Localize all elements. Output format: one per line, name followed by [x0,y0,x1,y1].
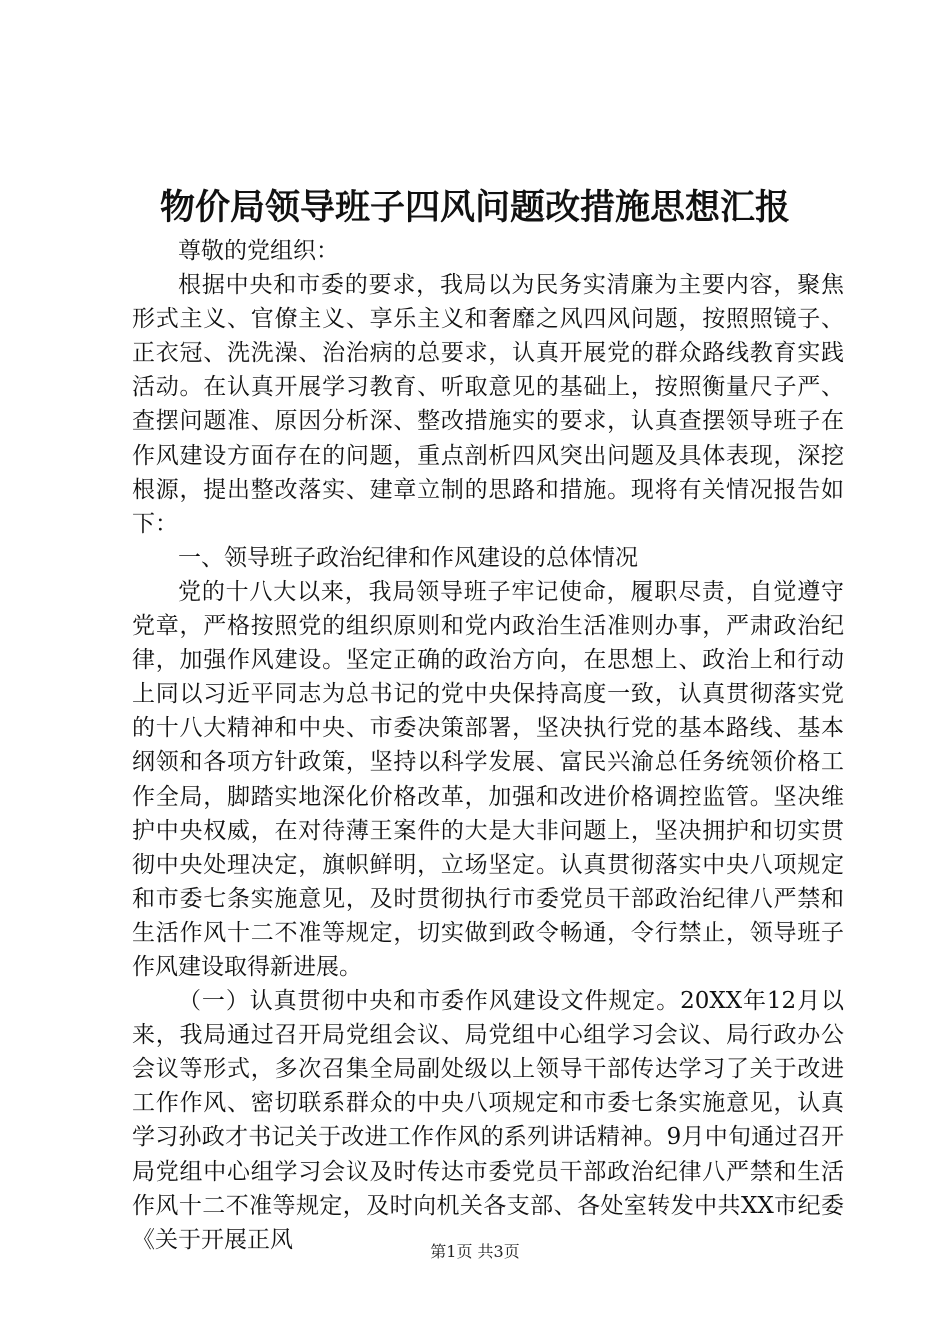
page-number: 第1页 共3页 [430,1242,520,1261]
body-paragraph: 党的十八大以来，我局领导班子牢记使命，履职尽责，自觉遵守党章，严格按照党的组织原则和党内政治生活准则办事，严肃政治纪律，加强作风建设。坚定正确的政治方向，在思想上、政治上和行动上同以习近平同志为总书记的党中央保持高度一致，认真贯彻落实党的十八大精神和中央、市委决策部署，坚决执行党的基本路线、基本纲领和各项方针政策，坚持以科学发展、富民兴渝总任务统领价格工作全局，脚踏实地深化价格改革，加强和改进价格调控监管。坚决维护中央权威，在对待薄王案件的大是大非问题上，坚决拥护和切实贯彻中央处理决定，旗帜鲜明，立场坚定。认真贯彻落实中央八项规定和市委七条实施意见，及时贯彻执行市委党员干部政治纪律八严禁和生活作风十二不准等规定，切实做到政令畅通，令行禁止，领导班子作风建设取得新进展。 [132,578,844,980]
document-title: 物价局领导班子四风问题改措施思想汇报 [159,187,790,228]
salutation: 尊敬的党组织： [178,238,339,264]
body-paragraph: （一）认真贯彻中央和市委作风建设文件规定。20XX年12月以来，我局通过召开局党组会议、局党组中心组学习会议、局行政办公会议等形式，多次召集全局副处级以上领导干部传达学习了关于改进工作作风、密切联系群众的中央八项规定和市委七条实施意见，认真学习孙政才书记关于改进工作作风的系列讲话精神。9月中旬通过召开局党组中心组学习会议及时传达市委党员干部政治纪律八严禁和生活作风十二不准等规定，及时向机关各支部、各处室转发中共XX市纪委《关于开展正风 [132,988,845,1253]
document-body [132,234,844,1257]
body-paragraph: 根据中央和市委的要求，我局以为民务实清廉为主要内容，聚焦形式主义、官僚主义、享乐主义和奢靡之风四风问题，按照照镜子、正衣冠、洗洗澡、治治病的总要求，认真开展党的群众路线教育实践活动。在认真开展学习教育、听取意见的基础上，按照衡量尺子严、查摆问题准、原因分析深、整改措施实的要求，认真查摆领导班子在作风建设方面存在的问题，重点剖析四风突出问题及具体表现，深挖根源，提出整改落实、建章立制的思路和措施。现将有关情况报告如下： [132,272,844,537]
section-heading: 一、领导班子政治纪律和作风建设的总体情况 [178,544,638,571]
